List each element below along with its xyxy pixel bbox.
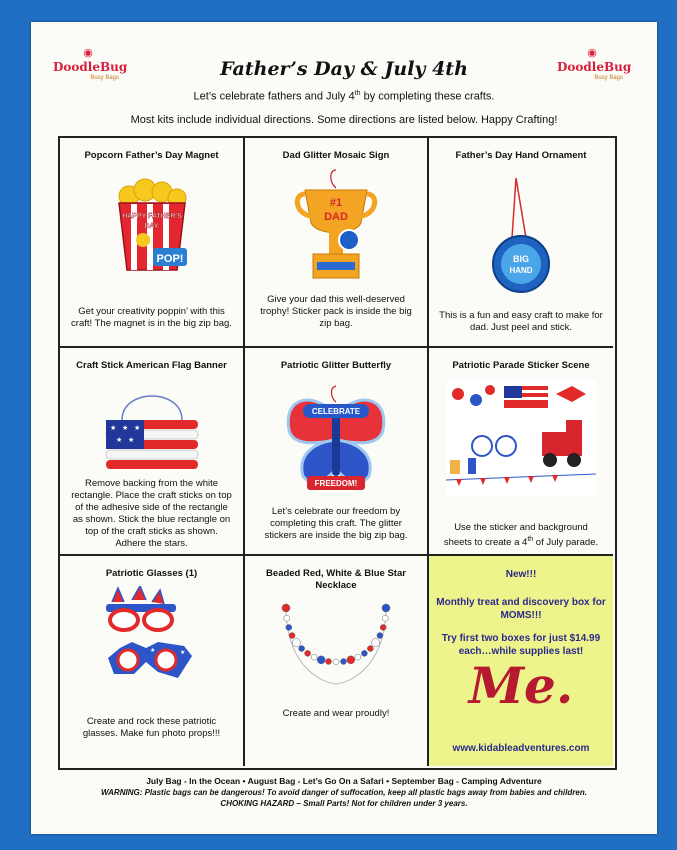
craft-card-popcorn-magnet (60, 138, 245, 348)
craft-title: Patriotic Glasses (1) (105, 568, 198, 579)
popcorn-magnet-image (107, 178, 197, 278)
necklace-bead (382, 604, 390, 612)
art-text: DAY. (143, 223, 160, 230)
craft-description: Let’s celebrate our freedom by completing this craft. The glitter stickers are inside the big zip bag. (264, 506, 408, 541)
necklace-bead (282, 604, 290, 612)
trophy-sign-image (291, 168, 381, 288)
flag-banner-image (102, 382, 202, 472)
craft-card-dad-trophy (245, 138, 429, 348)
necklace-bead (382, 615, 388, 621)
intro-line-2: Most kits include individual directions. Some directions are listed below. Happy Crafting! (130, 114, 558, 126)
necklace-bead (326, 658, 332, 664)
craft-description: Give your dad this well-deserved trophy! Sticker pack is inside the big zip bag. (260, 294, 412, 329)
intro-sup: th (354, 90, 361, 97)
logo-sub: Busy Bags (594, 75, 623, 81)
hand-ornament-image (486, 176, 556, 296)
footer-upcoming-bags: July Bag - In the Ocean • August Bag - Let’s Go On a Safari • September Bag - Camping Adventure (146, 776, 542, 786)
svg-text:★: ★ (127, 436, 134, 444)
svg-text:★: ★ (115, 436, 122, 444)
necklace-bead (355, 654, 361, 660)
logo-name: DoodleBug (53, 60, 128, 74)
promo-new: New!!! (505, 569, 537, 580)
patriotic-glasses-image (92, 586, 212, 692)
necklace-bead (380, 624, 386, 630)
necklace-bead (333, 659, 339, 665)
craft-description: Get your creativity poppin’ with this craft! The magnet is in the big zip bag. (71, 306, 232, 329)
parade-sticker-scene-image (446, 380, 596, 496)
craft-title: Craft Stick American Flag Banner (76, 360, 227, 371)
craft-description: Create and rock these patriotic glasses. Make fun photo props!!! (82, 716, 221, 739)
art-text: BIG (512, 254, 530, 264)
art-text: HAND (509, 266, 533, 275)
necklace-bead (286, 624, 292, 630)
craft-description: Create and wear proudly! (282, 708, 390, 719)
craft-description-text: Use the sticker and background sheets to create a 4 (443, 522, 588, 549)
flyer-page (31, 22, 657, 834)
craft-title: Patriotic Parade Sticker Scene (452, 360, 590, 371)
craft-card-star-necklace (245, 556, 429, 766)
promo-line-1: Monthly treat and discovery box for MOMS!!! (436, 597, 606, 621)
star-necklace-image (276, 600, 396, 700)
craft-title: Popcorn Father’s Day Magnet (84, 150, 219, 161)
svg-text:★: ★ (109, 424, 116, 432)
intro-text-end: by completing these crafts. (360, 90, 495, 103)
craft-title: Father’s Day Hand Ornament (455, 150, 587, 161)
necklace-bead (372, 639, 380, 647)
necklace-bead (311, 654, 317, 660)
craft-card-flag-banner (60, 348, 245, 556)
necklace-bead (361, 650, 367, 656)
svg-text:★: ★ (149, 647, 155, 654)
promo-url[interactable]: www.kidableadventures.com (452, 743, 590, 754)
necklace-bead (292, 639, 300, 647)
craft-card-parade-sticker-scene (429, 348, 613, 556)
art-text: CELEBRATE (311, 407, 361, 416)
necklace-bead (284, 615, 290, 621)
intro-text: Let’s celebrate fathers and July 4 (193, 90, 355, 103)
svg-text:★: ★ (179, 649, 185, 656)
necklace-bead (367, 646, 373, 652)
crafts-grid (58, 136, 617, 770)
necklace-bead (289, 633, 295, 639)
craft-card-patriotic-glasses (60, 556, 245, 766)
footer-choking-hazard: CHOKING HAZARD – Small Parts! Not for children under 3 years. (220, 799, 468, 808)
art-text: DAD (324, 211, 348, 223)
logo-name: DoodleBug (557, 60, 632, 74)
craft-title: Beaded Red, White & Blue Star Necklace (266, 568, 406, 591)
necklace-bead (340, 658, 346, 664)
ladybug-icon: ◉ (83, 47, 93, 59)
craft-title: Patriotic Glitter Butterfly (280, 360, 392, 371)
art-text: HAPPY FATHER'S (121, 213, 182, 220)
necklace-bead (305, 650, 311, 656)
svg-text:★: ★ (141, 669, 147, 676)
necklace-bead (317, 656, 325, 664)
art-text: FREEDOM! (314, 479, 358, 488)
craft-description-sup: th (527, 536, 534, 543)
art-text: POP! (156, 253, 183, 265)
craft-card-hand-ornament (429, 138, 613, 348)
butterfly-image (281, 384, 391, 494)
promo-line-2: Try first two boxes for just $14.99 each…while supplies last! (441, 633, 601, 657)
svg-text:★: ★ (111, 645, 117, 652)
craft-description-text-end: of July parade. (533, 537, 599, 549)
intro-line-1 (31, 90, 657, 103)
svg-text:★: ★ (121, 424, 128, 432)
promo-me-box (429, 556, 613, 766)
logo-sub: Busy Bags (90, 75, 119, 81)
art-text: #1 (329, 197, 343, 209)
craft-description (439, 522, 603, 549)
necklace-bead (299, 646, 305, 652)
page-title: Father’s Day & July 4th (220, 58, 468, 80)
craft-description: Remove backing from the white rectangle. Place the craft sticks on top of the adhesive side of the rectangle as shown. Stick the blue rectangle on top of the craft sticks as shown. Adhere the stars. (71, 478, 232, 549)
necklace-bead (377, 633, 383, 639)
craft-card-glitter-butterfly (245, 348, 429, 556)
me-brand-logo: Me. (468, 656, 574, 715)
svg-text:★: ★ (133, 424, 140, 432)
ladybug-icon: ◉ (587, 47, 597, 59)
footer-warning: WARNING: Plastic bags can be dangerous! To avoid danger of suffocation, keep all plastic bags away from babies and children. (101, 788, 587, 797)
craft-description: This is a fun and easy craft to make for dad. Just peel and stick. (439, 310, 603, 333)
craft-title: Dad Glitter Mosaic Sign (282, 150, 390, 161)
necklace-bead (347, 656, 355, 664)
